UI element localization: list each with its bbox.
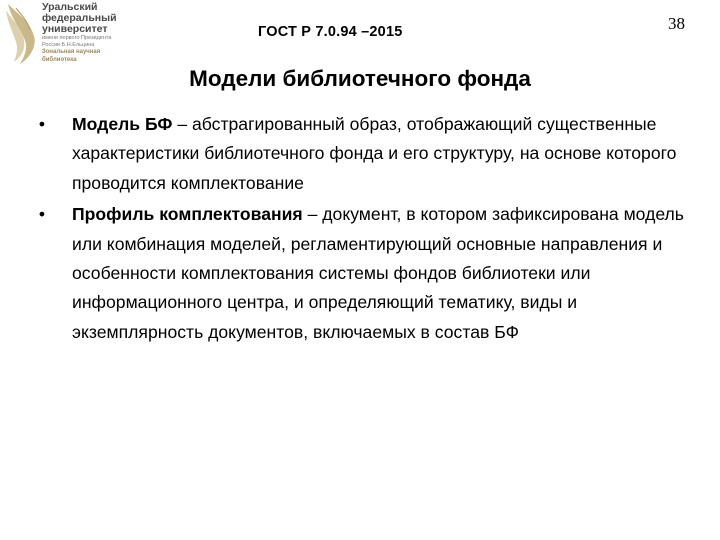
bullet-item-model [30,110,690,198]
logo-name-line: Уральский [42,1,98,13]
logo-name-line: федеральный [42,12,117,24]
logo-text [42,2,138,64]
university-emblem-icon [4,2,38,66]
bullet-marker: • [38,114,46,134]
gost-standard-label: ГОСТ Р 7.0.94 –2015 [258,24,403,40]
bullet-term: Профиль комплектования [72,204,303,225]
bullet-item-profile [30,200,690,347]
logo-subtitle-line: России Б.Н.Ельцина [42,41,95,48]
logo-library-line: Зональная научная [42,49,101,55]
logo-name-line: университет [42,23,108,35]
logo-subtitle-line: имени первого Президента [42,35,112,41]
slide-title: Модели библиотечного фонда [189,66,531,91]
bullet-term: Модель БФ [72,114,173,134]
bullet-definition: – абстрагированный образ, отображающий существенные характеристики библиотечного фонда и его структуру, на основе которого проводится комплектование [72,114,677,193]
bullet-definition: – документ, в котором зафиксирована модель или комбинация моделей, регламентирующий основные направления и особенности комплектования системы фондов библиотеки или информационного центра, и определяющий тематику, виды и экземплярность документов, включаемых в состав БФ [72,204,684,342]
bullet-list [30,110,690,347]
page-number: 38 [668,14,685,33]
university-logo [4,2,139,74]
bullet-marker: • [38,204,46,225]
logo-library-line: библиотека [42,57,77,63]
